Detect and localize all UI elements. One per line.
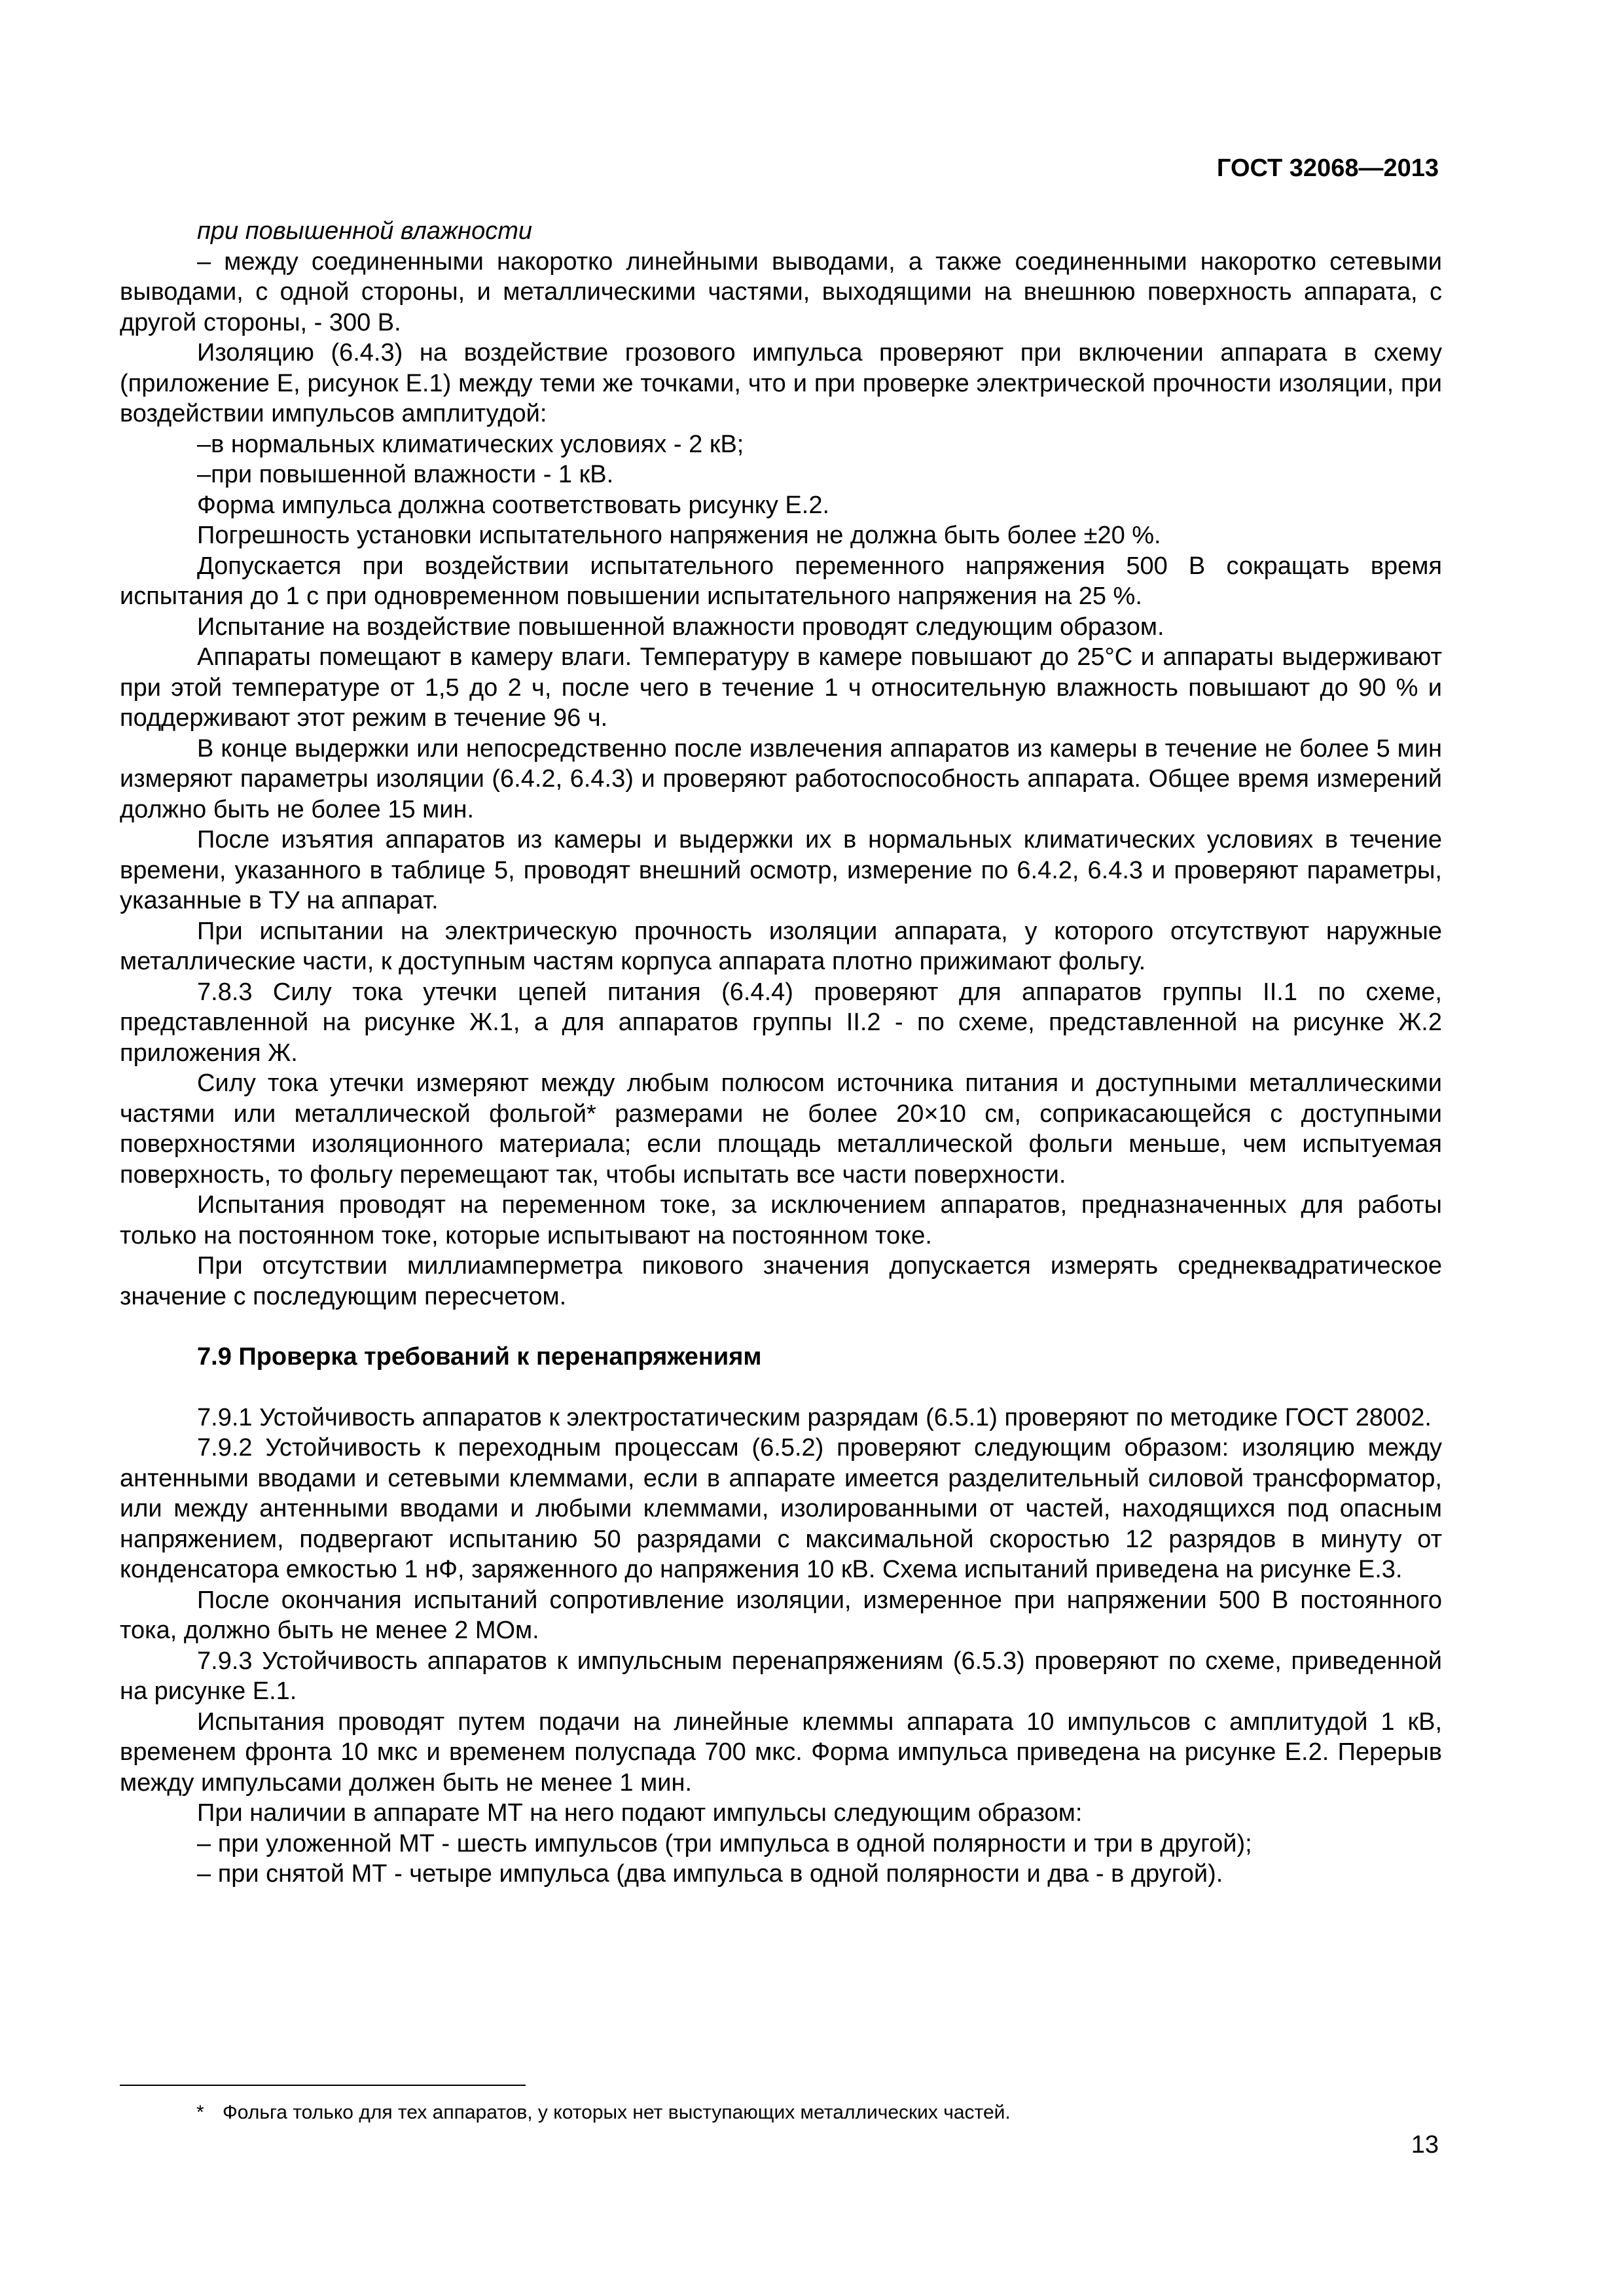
paragraph: Аппараты помещают в камеру влаги. Температуру в камере повышают до 25°С и аппараты выдерживают при этой температуре от 1,5 до 2 ч, после чего в течение 1 ч относительную влажность повышают до 90 % и поддерживают этот режим в течение 96 ч. <box>120 643 1442 732</box>
paragraph: Силу тока утечки измеряют между любым полюсом источника питания и доступными металлическими частями или металлической фольгой* размерами не более 20×10 см, соприкасающейся с доступными поверхностями изоляционного материала; если площадь металлической фольги меньше, чем испытуемая поверхность, то фольгу перемещают так, чтобы испытать все части поверхности. <box>120 1069 1442 1189</box>
footnote-divider <box>120 2085 526 2086</box>
paragraph: При наличии в аппарате МТ на него подают импульсы следующим образом: <box>197 1799 1083 1827</box>
footnote <box>196 2100 1440 2126</box>
paragraph: При испытании на электрическую прочность изоляции аппарата, у которого отсутствуют наружные металлические части, к доступным частям корпуса аппарата плотно прижимают фольгу. <box>120 917 1442 975</box>
page-number: 13 <box>1411 2131 1439 2159</box>
list-item: – при снятой МТ - четыре импульса (два импульса в одной полярности и два - в другой). <box>197 1860 1223 1888</box>
list-item: – при уложенной МТ - шесть импульсов (три импульса в одной полярности и три в другой); <box>197 1829 1252 1857</box>
paragraph: После окончания испытаний сопротивление изоляции, измеренное при напряжении 500 В постоянного тока, должно быть не менее 2 МОм. <box>120 1586 1442 1644</box>
paragraph: Изоляцию (6.4.3) на воздействие грозового импульса проверяют при включении аппарата в схему (приложение Е, рисунок Е.1) между теми же точками, что и при проверке электрической прочности изоляции, при воздействии импульсов амплитудой: <box>120 339 1442 427</box>
paragraph: Испытание на воздействие повышенной влажности проводят следующим образом. <box>197 613 1164 641</box>
paragraph: – между соединенными накоротко линейными выводами, а также соединенными накоротко сетевыми выводами, с одной стороны, и металлическими частями, выходящими на внешнюю поверхность аппарата, с другой стороны, - 300 В. <box>120 247 1442 336</box>
section-heading: 7.9 Проверка требований к перенапряжениям <box>197 1343 762 1371</box>
paragraph: 7.9.3 Устойчивость аппаратов к импульсным перенапряжениям (6.5.3) проверяют по схеме, приведенной на рисунке Е.1. <box>120 1647 1442 1705</box>
paragraph: Погрешность установки испытательного напряжения не должна быть более ±20 %. <box>197 522 1161 549</box>
paragraph: При отсутствии миллиамперметра пикового значения допускается измерять среднеквадратическое значение с последующим пересчетом. <box>120 1252 1442 1310</box>
paragraph: В конце выдержки или непосредственно после извлечения аппаратов из камеры в течение не более 5 мин измеряют параметры изоляции (6.4.2, 6.4.3) и проверяют работоспособность аппарата. Общее время измерений должно быть не более 15 мин. <box>120 734 1442 823</box>
list-item: –при повышенной влажности - 1 кВ. <box>197 461 614 488</box>
paragraph: 7.9.2 Устойчивость к переходным процессам (6.5.2) проверяют следующим образом: изоляцию между антенными вводами и сетевыми клеммами, если в аппарате имеется разделительный силовой трансформатор, или между антенными вводами и любыми клеммами, изолированными от частей, находящихся под опасным напряжением, подвергают испытанию 50 разрядами с максимальной скоростью 12 разрядов в минуту от конденсатора емкостью 1 нФ, заряженного до напряжения 10 кВ. Схема испытаний приведена на рисунке Е.3. <box>120 1434 1442 1583</box>
paragraph: Форма импульса должна соответствовать рисунку Е.2. <box>197 491 830 519</box>
footnote-mark: * <box>196 2102 204 2123</box>
paragraph: Испытания проводят путем подачи на линейные клеммы аппарата 10 импульсов с амплитудой 1 кВ, временем фронта 10 мкс и временем полуспада 700 мкс. Форма импульса приведена на рисунке Е.2. Перерыв между импульсами должен быть не менее 1 мин. <box>120 1708 1442 1797</box>
footnote-text: Фольга только для тех аппаратов, у которых нет выступающих металлических частей. <box>223 2102 1011 2123</box>
document-header: ГОСТ 32068—2013 <box>1216 154 1439 182</box>
paragraph: Испытания проводят на переменном токе, за исключением аппаратов, предназначенных для работы только на постоянном токе, которые испытывают на постоянном токе. <box>120 1191 1442 1249</box>
list-item: –в нормальных климатических условиях - 2 кВ; <box>197 430 744 458</box>
paragraph: 7.9.1 Устойчивость аппаратов к электростатическим разрядам (6.5.1) проверяют по методике ГОСТ 28002. <box>197 1403 1432 1431</box>
paragraph: 7.8.3 Силу тока утечки цепей питания (6.4.4) проверяют для аппаратов группы II.1 по схеме, представленной на рисунке Ж.1, а для аппаратов группы II.2 - по схеме, представленной на рисунке Ж.2 приложения Ж. <box>120 978 1442 1067</box>
paragraph: при повышенной влажности <box>197 217 533 245</box>
document-body <box>120 216 1442 1890</box>
paragraph: После изъятия аппаратов из камеры и выдержки их в нормальных климатических условиях в течение времени, указанного в таблице 5, проводят внешний осмотр, измерение по 6.4.2, 6.4.3 и проверяют параметры, указанные в ТУ на аппарат. <box>120 826 1442 914</box>
paragraph: Допускается при воздействии испытательного переменного напряжения 500 В сокращать время испытания до 1 с при одновременном повышении испытательного напряжения на 25 %. <box>120 552 1442 610</box>
